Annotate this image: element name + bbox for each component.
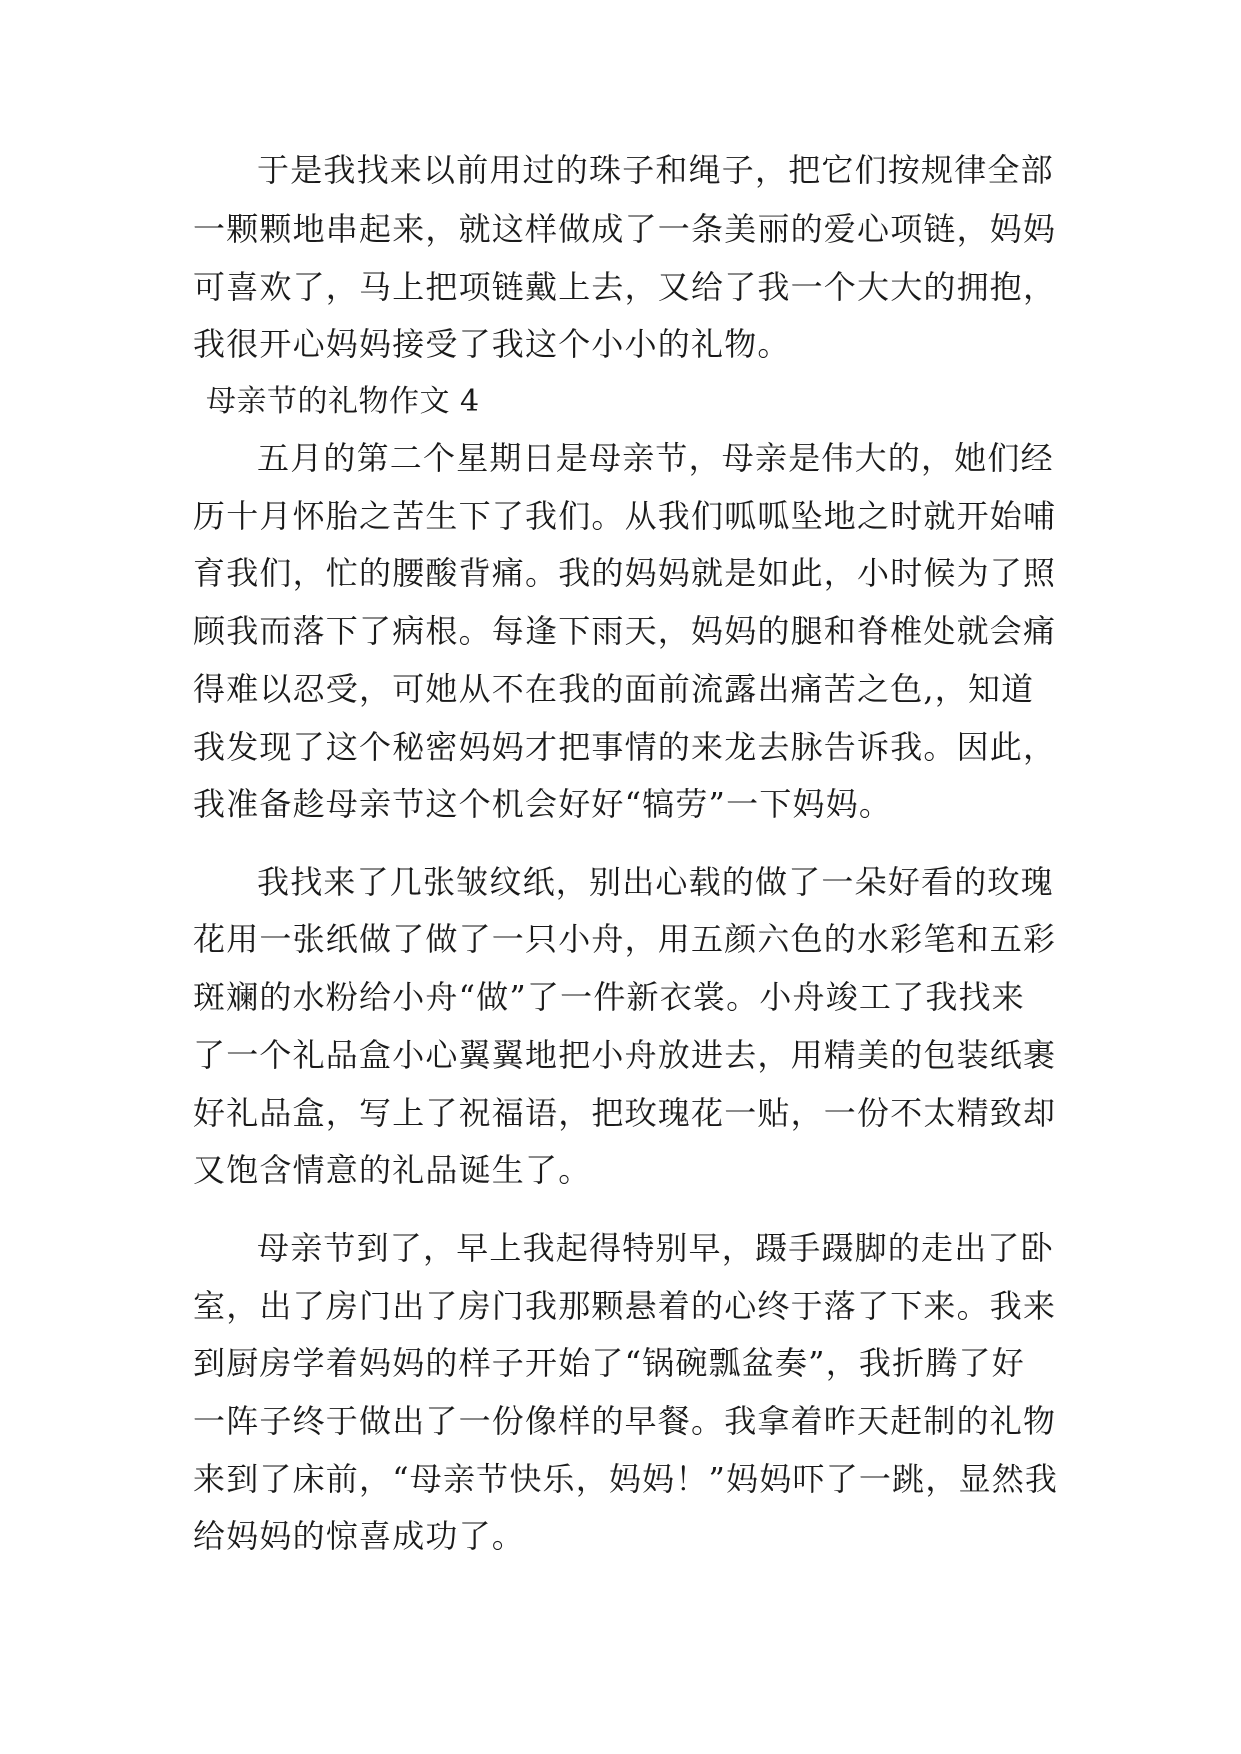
paragraph-line: 到厨房学着妈妈的样子开始了“锅碗瓢盆奏”，我折腾了好	[193, 1344, 1025, 1382]
section-heading: 母亲节的礼物作文 4	[206, 384, 480, 419]
paragraph-line: 了一个礼品盒小心翼翼地把小舟放进去，用精美的包装纸裹	[193, 1036, 1057, 1074]
paragraph-line: 历十月怀胎之苦生下了我们。从我们呱呱坠地之时就开始哺	[193, 497, 1057, 535]
paragraph-line: 来到了床前，“母亲节快乐，妈妈！”妈妈吓了一跳，显然我	[193, 1460, 1059, 1498]
paragraph-line: 又饱含情意的礼品诞生了。	[193, 1151, 592, 1189]
paragraph-line: 育我们，忙的腰酸背痛。我的妈妈就是如此，小时候为了照	[193, 554, 1057, 592]
paragraph-line: 可喜欢了，马上把项链戴上去，又给了我一个大大的拥抱，	[193, 268, 1057, 306]
paragraph-line: 五月的第二个星期日是母亲节，母亲是伟大的，她们经	[257, 439, 1054, 477]
paragraph-line: 我发现了这个秘密妈妈才把事情的来龙去脉告诉我。因此，	[193, 728, 1057, 766]
paragraph-line: 好礼品盒，写上了祝福语，把玫瑰花一贴，一份不太精致却	[193, 1094, 1057, 1132]
paragraph-line: 室，出了房门出了房门我那颗悬着的心终于落了下来。我来	[193, 1287, 1057, 1325]
paragraph-line: 于是我找来以前用过的珠子和绳子，把它们按规律全部	[257, 151, 1054, 189]
paragraph-line: 花用一张纸做了做了一只小舟，用五颜六色的水彩笔和五彩	[193, 920, 1057, 958]
paragraph-line: 得难以忍受，可她从不在我的面前流露出痛苦之色,，知道	[193, 670, 1035, 708]
paragraph-line: 一颗颗地串起来，就这样做成了一条美丽的爱心项链，妈妈	[193, 210, 1057, 248]
paragraph-line: 一阵子终于做出了一份像样的早餐。我拿着昨天赶制的礼物	[193, 1402, 1057, 1440]
paragraph-line: 母亲节到了，早上我起得特别早，蹑手蹑脚的走出了卧	[257, 1229, 1054, 1267]
paragraph-line: 顾我而落下了病根。每逢下雨天，妈妈的腿和脊椎处就会痛	[193, 612, 1057, 650]
paragraph-line: 我很开心妈妈接受了我这个小小的礼物。	[193, 325, 791, 363]
paragraph-line: 我准备趁母亲节这个机会好好“犒劳”一下妈妈。	[193, 785, 893, 823]
paragraph-line: 我找来了几张皱纹纸，别出心载的做了一朵好看的玫瑰	[257, 863, 1054, 901]
paragraph-line: 给妈妈的惊喜成功了。	[193, 1517, 526, 1555]
paragraph-line: 斑斓的水粉给小舟“做”了一件新衣裳。小舟竣工了我找来	[193, 978, 1025, 1016]
